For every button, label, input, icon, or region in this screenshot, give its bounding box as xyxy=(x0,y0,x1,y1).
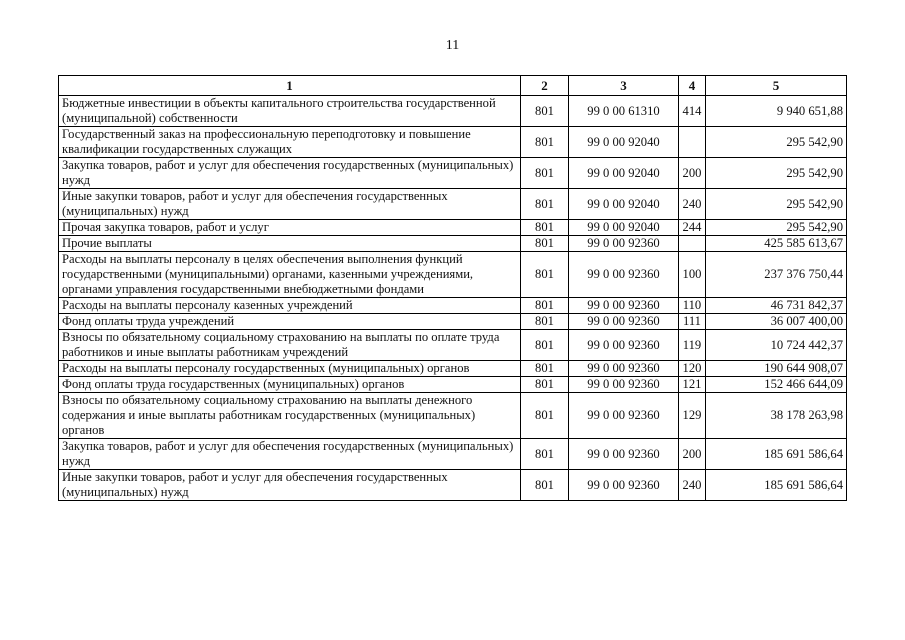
section-code-cell: 801 xyxy=(521,220,569,236)
expense-type-cell: 100 xyxy=(679,252,706,298)
section-code-cell: 801 xyxy=(521,252,569,298)
section-code-cell: 801 xyxy=(521,96,569,127)
description-cell: Прочая закупка товаров, работ и услуг xyxy=(59,220,521,236)
table-row xyxy=(59,96,847,127)
section-code-cell: 801 xyxy=(521,330,569,361)
amount-cell: 185 691 586,64 xyxy=(706,439,847,470)
table-row xyxy=(59,439,847,470)
table-row xyxy=(59,158,847,189)
expense-type-cell: 200 xyxy=(679,158,706,189)
amount-cell: 425 585 613,67 xyxy=(706,236,847,252)
expense-type-cell: 244 xyxy=(679,220,706,236)
table-header xyxy=(59,76,847,96)
table-row xyxy=(59,189,847,220)
expense-type-cell xyxy=(679,127,706,158)
target-article-cell: 99 0 00 92360 xyxy=(569,314,679,330)
description-cell: Расходы на выплаты персоналу государственных (муниципальных) органов xyxy=(59,361,521,377)
section-code-cell: 801 xyxy=(521,298,569,314)
target-article-cell: 99 0 00 92360 xyxy=(569,298,679,314)
target-article-cell: 99 0 00 92360 xyxy=(569,236,679,252)
expense-type-cell: 129 xyxy=(679,393,706,439)
target-article-cell: 99 0 00 92040 xyxy=(569,127,679,158)
section-code-cell: 801 xyxy=(521,393,569,439)
target-article-cell: 99 0 00 92040 xyxy=(569,220,679,236)
section-code-cell: 801 xyxy=(521,439,569,470)
target-article-cell: 99 0 00 92360 xyxy=(569,439,679,470)
table-row xyxy=(59,377,847,393)
expense-type-cell: 111 xyxy=(679,314,706,330)
section-code-cell: 801 xyxy=(521,314,569,330)
description-cell: Бюджетные инвестиции в объекты капитального строительства государственной (муниципальной) собственности xyxy=(59,96,521,127)
expense-type-cell: 414 xyxy=(679,96,706,127)
budget-table xyxy=(58,75,847,501)
description-cell: Фонд оплаты труда учреждений xyxy=(59,314,521,330)
expense-type-cell: 119 xyxy=(679,330,706,361)
amount-cell: 10 724 442,37 xyxy=(706,330,847,361)
target-article-cell: 99 0 00 92360 xyxy=(569,393,679,439)
amount-cell: 46 731 842,37 xyxy=(706,298,847,314)
table-row xyxy=(59,236,847,252)
description-cell: Расходы на выплаты персоналу казенных учреждений xyxy=(59,298,521,314)
target-article-cell: 99 0 00 92040 xyxy=(569,189,679,220)
expense-type-cell: 120 xyxy=(679,361,706,377)
amount-cell: 185 691 586,64 xyxy=(706,470,847,501)
description-cell: Закупка товаров, работ и услуг для обеспечения государственных (муниципальных) нужд xyxy=(59,158,521,189)
target-article-cell: 99 0 00 92360 xyxy=(569,361,679,377)
target-article-cell: 99 0 00 92360 xyxy=(569,330,679,361)
expense-type-cell: 121 xyxy=(679,377,706,393)
page-number: 11 xyxy=(445,38,460,53)
amount-cell: 295 542,90 xyxy=(706,158,847,189)
header-col-5: 5 xyxy=(706,76,847,96)
amount-cell: 38 178 263,98 xyxy=(706,393,847,439)
description-cell: Взносы по обязательному социальному страхованию на выплаты по оплате труда работников и иные выплаты работникам учреждений xyxy=(59,330,521,361)
target-article-cell: 99 0 00 92360 xyxy=(569,377,679,393)
amount-cell: 152 466 644,09 xyxy=(706,377,847,393)
description-cell: Иные закупки товаров, работ и услуг для обеспечения государственных (муниципальных) нужд xyxy=(59,470,521,501)
amount-cell: 295 542,90 xyxy=(706,127,847,158)
table-body xyxy=(59,96,847,501)
description-cell: Государственный заказ на профессиональную переподготовку и повышение квалификации государственных служащих xyxy=(59,127,521,158)
expense-type-cell: 200 xyxy=(679,439,706,470)
expense-type-cell: 240 xyxy=(679,189,706,220)
table-row xyxy=(59,314,847,330)
amount-cell: 9 940 651,88 xyxy=(706,96,847,127)
table-row xyxy=(59,361,847,377)
section-code-cell: 801 xyxy=(521,236,569,252)
table-row xyxy=(59,127,847,158)
expense-type-cell xyxy=(679,236,706,252)
header-col-4: 4 xyxy=(679,76,706,96)
target-article-cell: 99 0 00 92360 xyxy=(569,470,679,501)
table-row xyxy=(59,220,847,236)
header-col-3: 3 xyxy=(569,76,679,96)
target-article-cell: 99 0 00 61310 xyxy=(569,96,679,127)
section-code-cell: 801 xyxy=(521,470,569,501)
header-col-1: 1 xyxy=(59,76,521,96)
target-article-cell: 99 0 00 92040 xyxy=(569,158,679,189)
section-code-cell: 801 xyxy=(521,189,569,220)
amount-cell: 295 542,90 xyxy=(706,189,847,220)
section-code-cell: 801 xyxy=(521,127,569,158)
description-cell: Закупка товаров, работ и услуг для обеспечения государственных (муниципальных) нужд xyxy=(59,439,521,470)
table-row xyxy=(59,330,847,361)
table-row xyxy=(59,252,847,298)
table-row xyxy=(59,470,847,501)
amount-cell: 36 007 400,00 xyxy=(706,314,847,330)
expense-type-cell: 240 xyxy=(679,470,706,501)
table-row xyxy=(59,393,847,439)
amount-cell: 237 376 750,44 xyxy=(706,252,847,298)
header-row xyxy=(59,76,847,96)
amount-cell: 190 644 908,07 xyxy=(706,361,847,377)
amount-cell: 295 542,90 xyxy=(706,220,847,236)
section-code-cell: 801 xyxy=(521,361,569,377)
description-cell: Расходы на выплаты персоналу в целях обеспечения выполнения функций государственными (муниципальными) органами, казенными учреждениями, органами управления государственными внебюджетными фондами xyxy=(59,252,521,298)
expense-type-cell: 110 xyxy=(679,298,706,314)
description-cell: Прочие выплаты xyxy=(59,236,521,252)
description-cell: Взносы по обязательному социальному страхованию на выплаты денежного содержания и иные выплаты работникам государственных (муниципальных) органов xyxy=(59,393,521,439)
section-code-cell: 801 xyxy=(521,377,569,393)
section-code-cell: 801 xyxy=(521,158,569,189)
description-cell: Фонд оплаты труда государственных (муниципальных) органов xyxy=(59,377,521,393)
description-cell: Иные закупки товаров, работ и услуг для обеспечения государственных (муниципальных) нужд xyxy=(59,189,521,220)
table-row xyxy=(59,298,847,314)
target-article-cell: 99 0 00 92360 xyxy=(569,252,679,298)
header-col-2: 2 xyxy=(521,76,569,96)
